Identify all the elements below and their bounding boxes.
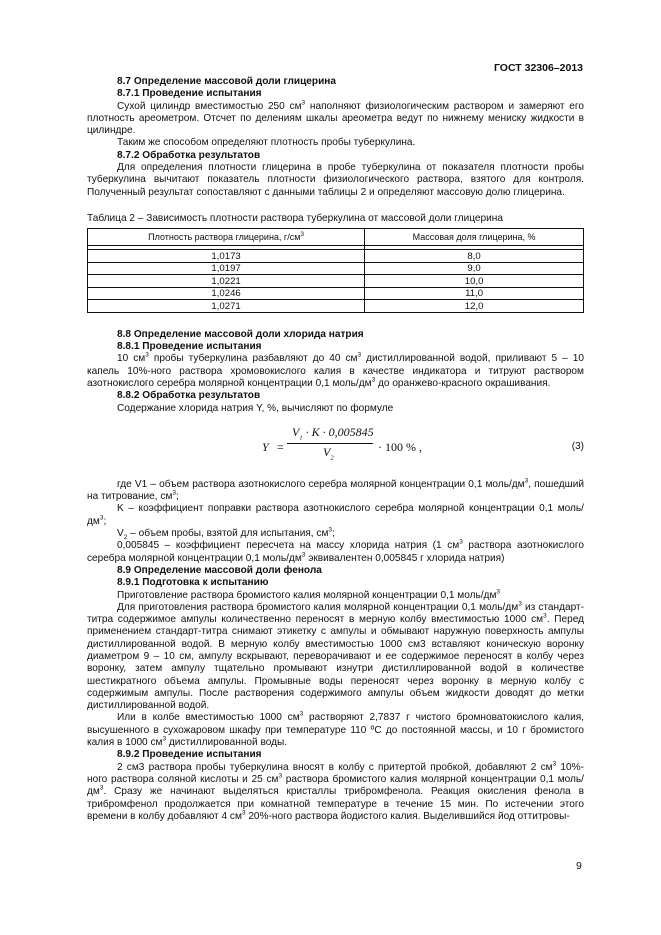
paragraph: Таким же способом определяют плотность пробы туберкулина.: [117, 137, 416, 149]
paragraph: 0,005845 – коэффициент пересчета на массу хлорида натрия (1 $см^3$ раствора азотнокислого серебра молярной концентрации 0,1 моль/$дм^3$ эквивалентен 0,005845 г хлорида натрия): [87, 538, 584, 564]
paragraph: 10 $см^3$ пробы туберкулина разбавляют до 40 $см^3$ дистиллированной водой, приливают 5 – 10 капель 10%-ного раствора хромовокислого калия в качестве индикатора и титруют раствором азотнокислого серебра молярной концентрации 0,1 моль/$дм^3$ до оранжево-красного окрашивания.: [87, 352, 584, 389]
page-content: [87, 76, 584, 823]
formula-3: [87, 425, 584, 471]
standard-header: ГОСТ 32306–2013: [493, 62, 583, 74]
table-row: [88, 275, 584, 288]
section-8-9-title: 8.9 Определение массовой доли фенола: [117, 564, 322, 576]
table-row: [88, 250, 584, 263]
formula-number: (3): [571, 440, 584, 452]
section-8-7-2-title: 8.7.2 Обработка результатов: [117, 149, 261, 161]
table-row: [88, 300, 584, 313]
fraction-bar: [287, 443, 373, 444]
density-cell: 1,0173: [88, 250, 365, 263]
glycerin-cell: 11,0: [365, 287, 584, 300]
table-caption: Таблица 2 – Зависимость плотности раствора туберкулина от массовой доли глицерина: [87, 212, 503, 224]
glycerin-cell: 12,0: [365, 300, 584, 313]
formula-denominator: $V_2$: [323, 444, 334, 462]
section-8-8-title: 8.8 Определение массовой доли хлорида натрия: [117, 328, 364, 340]
table-header-row: [88, 229, 584, 246]
paragraph: Содержание хлорида натрия Y, %, вычисляют по формуле: [117, 402, 394, 414]
glycerin-cell: 8,0: [365, 250, 584, 263]
section-8-9-1-title: 8.9.1 Подготовка к испытанию: [117, 577, 269, 589]
section-8-7-title: 8.7 Определение массовой доли глицерина: [117, 76, 336, 87]
formula-lhs: Y: [262, 439, 269, 454]
paragraph: Для приготовления раствора бромистого калия молярной концентрации 0,1 моль/$дм^3$ из стандарт-титра содержимое ампулы количественно переносят в мерную колбу вместимостью 1000 $см^3$. Перед применением стандарт-титра снимают этикетку с ампулы и обмывают наружную поверхность ампулы дистиллированной водой. В мерную колбу вместимостью 1000 см3 вставляют коническую воронку диаметром 9 – 10 см, ампулу вскрывают, переворачивают и ее содержимое переносят в колбу через воронку, затем ампулу тщательно промывают изнутри дистиллированной водой в количестве шестикратного объема ампулы. Промывные воды переносят через воронку в мерную колбу с содержимым ампулы. После растворения содержимого ампулы объем жидкости доводят до метки дистиллированной водой.: [87, 600, 584, 712]
density-cell: 1,0197: [88, 262, 365, 275]
table-row: [88, 287, 584, 300]
paragraph: Приготовление раствора бромистого калия молярной концентрации 0,1 моль/$дм^3$: [117, 588, 501, 601]
table-row: [88, 262, 584, 275]
section-8-8-1-title: 8.8.1 Проведение испытания: [117, 341, 262, 353]
formula-equals: =: [277, 439, 284, 454]
section-8-7-1-title: 8.7.1 Проведение испытания: [117, 88, 262, 100]
page-number: 9: [576, 860, 582, 872]
column-header-density: Плотность раствора глицерина, $г/см^3$: [88, 229, 365, 246]
column-header-glycerin: Массовая доля глицерина, %: [365, 229, 584, 246]
paragraph: $V_2$ – объем пробы, взятой для испытания, $см^3$;: [117, 526, 335, 542]
section-8-8-2-title: 8.8.2 Обработка результатов: [117, 390, 261, 402]
paragraph: Для определения плотности глицерина в пробе туберкулина от показателя плотности пробы туберкулина вычитают показатель плотности физиологического раствора, взятого для контроля. Полученный результат сопоставляют с данными таблицы 2 и определяют массовую долю глицерина.: [87, 162, 584, 198]
density-cell: 1,0271: [88, 300, 365, 313]
paragraph: где V1 – объем раствора азотнокислого серебра молярной концентрации 0,1 моль/$дм^3$, пошедший на титрование, $см^3$;: [87, 477, 584, 503]
paragraph: 2 см3 раствора пробы туберкулина вносят в колбу с притертой пробкой, добавляют 2 $см^3$ 10%-ного раствора соляной кислоты и 25 $см^3$ раствора бромистого калия молярной концентрации 0,1 моль/$дм^3$. Сразу же начинают выделяться кристаллы трибромфенола. Реакция окисления фенола в трибромфенол продолжается при комнатной температуре в течение 15 мин. По истечении этого времени в колбу добавляют 4 $см^3$ 20%-ного раствора йодистого калия. Выделившийся йод оттитровы-: [87, 760, 584, 822]
density-table: [87, 228, 584, 313]
formula-numerator: $V_1 \cdot K \cdot 0,005845$: [292, 424, 374, 442]
paragraph: Или в колбе вместимостью 1000 $см^3$ растворяют 2,7837 г чистого бромноватокислого калия, высушенного в сухожаровом шкафу при температуре 110 ºС до постоянной массы, и 10 г бромистого калия в 1000 $см^3$ дистиллированной воды.: [87, 711, 584, 749]
density-cell: 1,0246: [88, 287, 365, 300]
glycerin-cell: 9,0: [365, 262, 584, 275]
formula-tail: · 100 % ,: [378, 439, 422, 454]
section-8-9-2-title: 8.9.2 Проведение испытания: [117, 749, 262, 761]
paragraph: Сухой цилиндр вместимостью 250 $см^3$ наполняют физиологическим раствором и замеряют его плотность ареометром. Отсчет по делениям шкалы ареометра ведут по нижнему мениску жидкости в цилиндре.: [87, 99, 584, 137]
paragraph: K – коэффициент поправки раствора азотнокислого серебра молярной концентрации 0,1 моль/$дм^3$;: [87, 503, 584, 527]
density-cell: 1,0221: [88, 275, 365, 288]
glycerin-cell: 10,0: [365, 275, 584, 288]
